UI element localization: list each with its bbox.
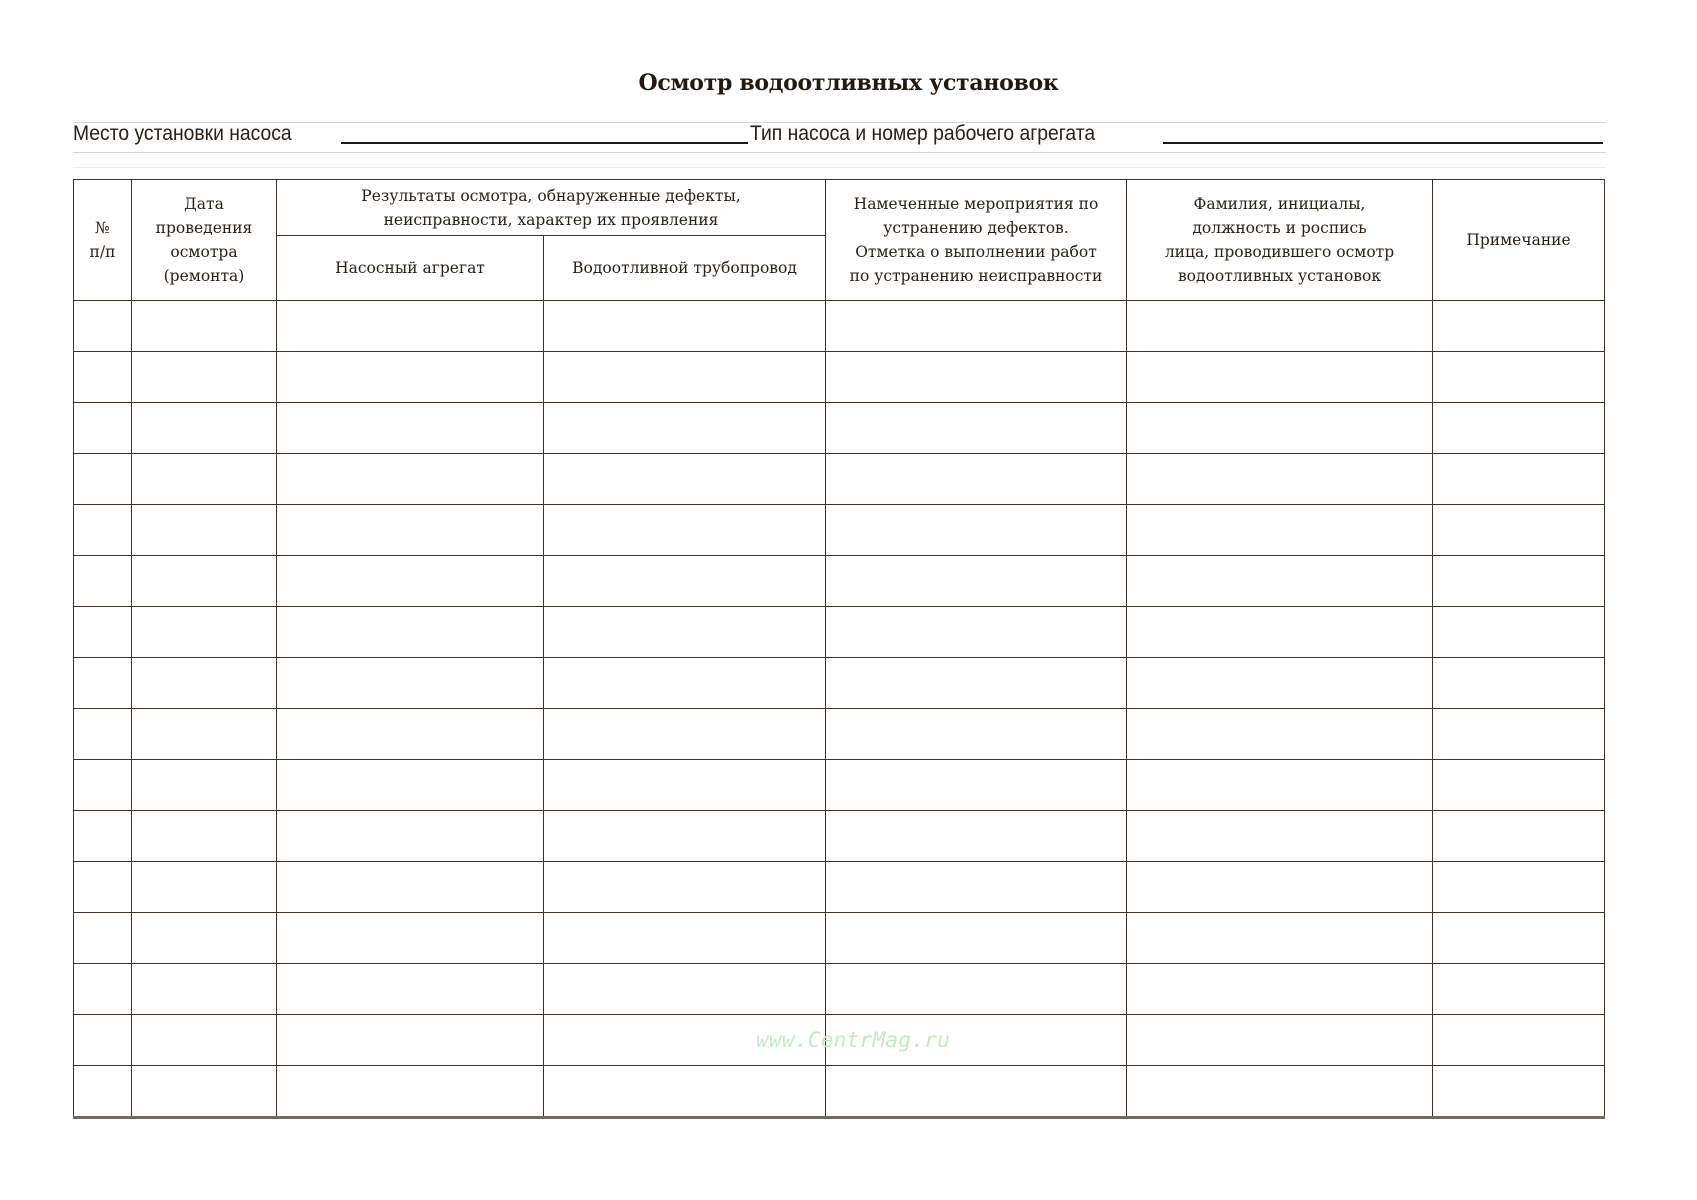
- cell-inspector[interactable]: [1127, 454, 1433, 505]
- cell-measures[interactable]: [826, 862, 1127, 913]
- cell-pipeline[interactable]: [544, 607, 826, 658]
- cell-pump-unit[interactable]: [277, 1066, 544, 1118]
- cell-inspector[interactable]: [1127, 658, 1433, 709]
- cell-measures[interactable]: [826, 301, 1127, 352]
- cell-note[interactable]: [1433, 964, 1605, 1015]
- cell-date[interactable]: [132, 1066, 277, 1118]
- cell-pump-unit[interactable]: [277, 301, 544, 352]
- cell-pipeline[interactable]: [544, 709, 826, 760]
- table-row: [74, 913, 1605, 964]
- cell-inspector[interactable]: [1127, 352, 1433, 403]
- cell-note[interactable]: [1433, 301, 1605, 352]
- cell-pipeline[interactable]: [544, 454, 826, 505]
- header-date: Дата проведения осмотра (ремонта): [132, 180, 277, 301]
- header-note: Примечание: [1433, 180, 1605, 301]
- header-number: № п/п: [74, 180, 132, 301]
- cell-note[interactable]: [1433, 913, 1605, 964]
- cell-number[interactable]: [74, 1015, 132, 1066]
- header-inspector: Фамилия, инициалы, должность и роспись лица, проводившего осмотр водоотливных установок: [1127, 180, 1433, 301]
- cell-pipeline[interactable]: [544, 760, 826, 811]
- cell-number[interactable]: [74, 403, 132, 454]
- cell-pipeline[interactable]: [544, 913, 826, 964]
- cell-inspector[interactable]: [1127, 811, 1433, 862]
- table-row: [74, 862, 1605, 913]
- cell-measures[interactable]: [826, 760, 1127, 811]
- cell-number[interactable]: [74, 556, 132, 607]
- cell-measures[interactable]: [826, 556, 1127, 607]
- cell-pump-unit[interactable]: [277, 1015, 544, 1066]
- cell-pipeline[interactable]: [544, 964, 826, 1015]
- cell-date[interactable]: [132, 913, 277, 964]
- cell-note[interactable]: [1433, 607, 1605, 658]
- cell-number[interactable]: [74, 505, 132, 556]
- cell-inspector[interactable]: [1127, 760, 1433, 811]
- cell-date[interactable]: [132, 403, 277, 454]
- cell-pump-unit[interactable]: [277, 709, 544, 760]
- cell-number[interactable]: [74, 862, 132, 913]
- cell-number[interactable]: [74, 811, 132, 862]
- cell-note[interactable]: [1433, 709, 1605, 760]
- cell-inspector[interactable]: [1127, 301, 1433, 352]
- table-row: [74, 607, 1605, 658]
- table-body: [74, 301, 1605, 1118]
- table-top-rule: [73, 167, 1606, 168]
- cell-pump-unit[interactable]: [277, 862, 544, 913]
- cell-number[interactable]: [74, 760, 132, 811]
- cell-note[interactable]: [1433, 454, 1605, 505]
- cell-inspector[interactable]: [1127, 913, 1433, 964]
- header-measures: Намеченные мероприятия по устранению дефектов. Отметка о выполнении работ по устранению неисправности: [826, 180, 1127, 301]
- table-row: [74, 352, 1605, 403]
- field-input-pump-type[interactable]: [1163, 142, 1603, 144]
- cell-number[interactable]: [74, 301, 132, 352]
- cell-pipeline[interactable]: [544, 862, 826, 913]
- cell-measures[interactable]: [826, 658, 1127, 709]
- cell-note[interactable]: [1433, 760, 1605, 811]
- cell-pump-unit[interactable]: [277, 505, 544, 556]
- cell-inspector[interactable]: [1127, 607, 1433, 658]
- cell-pump-unit[interactable]: [277, 556, 544, 607]
- header-pipeline: Водоотливной трубопровод: [544, 236, 826, 301]
- document-title: Осмотр водоотливных установок: [638, 70, 1059, 96]
- cell-date[interactable]: [132, 607, 277, 658]
- cell-pipeline[interactable]: [544, 301, 826, 352]
- table-row: [74, 301, 1605, 352]
- cell-measures[interactable]: [826, 1066, 1127, 1118]
- cell-date[interactable]: [132, 964, 277, 1015]
- table-row: [74, 1066, 1605, 1118]
- field-input-pump-location[interactable]: [341, 142, 748, 144]
- cell-measures[interactable]: [826, 352, 1127, 403]
- cell-note[interactable]: [1433, 862, 1605, 913]
- cell-measures[interactable]: [826, 913, 1127, 964]
- cell-pipeline[interactable]: [544, 1066, 826, 1118]
- cell-date[interactable]: [132, 862, 277, 913]
- cell-pipeline[interactable]: [544, 811, 826, 862]
- cell-pump-unit[interactable]: [277, 352, 544, 403]
- cell-measures[interactable]: [826, 964, 1127, 1015]
- watermark: www.CentrMag.ru: [756, 1028, 951, 1052]
- cell-date[interactable]: [132, 301, 277, 352]
- table-header-row: [74, 180, 1605, 236]
- cell-number[interactable]: [74, 658, 132, 709]
- cell-measures[interactable]: [826, 607, 1127, 658]
- cell-inspector[interactable]: [1127, 505, 1433, 556]
- cell-inspector[interactable]: [1127, 1015, 1433, 1066]
- table-row: [74, 709, 1605, 760]
- cell-date[interactable]: [132, 505, 277, 556]
- table-row: [74, 964, 1605, 1015]
- inspection-table: [73, 179, 1605, 1119]
- table-row: [74, 760, 1605, 811]
- cell-pump-unit[interactable]: [277, 403, 544, 454]
- table-row: [74, 505, 1605, 556]
- header-fields: [73, 121, 1606, 151]
- cell-inspector[interactable]: [1127, 709, 1433, 760]
- cell-number[interactable]: [74, 454, 132, 505]
- cell-note[interactable]: [1433, 556, 1605, 607]
- cell-note[interactable]: [1433, 811, 1605, 862]
- cell-date[interactable]: [132, 760, 277, 811]
- cell-number[interactable]: [74, 913, 132, 964]
- cell-date[interactable]: [132, 658, 277, 709]
- cell-date[interactable]: [132, 556, 277, 607]
- cell-note[interactable]: [1433, 1015, 1605, 1066]
- cell-measures[interactable]: [826, 709, 1127, 760]
- header-pump-unit: Насосный агрегат: [277, 236, 544, 301]
- table-row: [74, 403, 1605, 454]
- cell-measures[interactable]: [826, 403, 1127, 454]
- cell-measures[interactable]: [826, 811, 1127, 862]
- cell-pipeline[interactable]: [544, 505, 826, 556]
- cell-measures[interactable]: [826, 505, 1127, 556]
- cell-date[interactable]: [132, 352, 277, 403]
- cell-inspector[interactable]: [1127, 1066, 1433, 1118]
- table-row: [74, 556, 1605, 607]
- cell-pump-unit[interactable]: [277, 811, 544, 862]
- cell-note[interactable]: [1433, 403, 1605, 454]
- cell-number[interactable]: [74, 964, 132, 1015]
- field-label-pump-type: Тип насоса и номер рабочего агрегата: [750, 122, 1096, 145]
- cell-pump-unit[interactable]: [277, 760, 544, 811]
- cell-number[interactable]: [74, 352, 132, 403]
- header-results-group: Результаты осмотра, обнаруженные дефекты, неисправности, характер их проявления: [277, 180, 826, 236]
- cell-pump-unit[interactable]: [277, 658, 544, 709]
- cell-note[interactable]: [1433, 505, 1605, 556]
- cell-date[interactable]: [132, 1015, 277, 1066]
- cell-inspector[interactable]: [1127, 403, 1433, 454]
- cell-note[interactable]: [1433, 658, 1605, 709]
- cell-pipeline[interactable]: [544, 352, 826, 403]
- cell-inspector[interactable]: [1127, 862, 1433, 913]
- cell-pump-unit[interactable]: [277, 607, 544, 658]
- cell-pump-unit[interactable]: [277, 964, 544, 1015]
- cell-note[interactable]: [1433, 1066, 1605, 1118]
- cell-pipeline[interactable]: [544, 556, 826, 607]
- cell-pipeline[interactable]: [544, 658, 826, 709]
- cell-number[interactable]: [74, 709, 132, 760]
- cell-pipeline[interactable]: [544, 403, 826, 454]
- cell-pump-unit[interactable]: [277, 454, 544, 505]
- cell-inspector[interactable]: [1127, 964, 1433, 1015]
- bottom-rule: [73, 152, 1606, 153]
- cell-note[interactable]: [1433, 352, 1605, 403]
- table-row: [74, 658, 1605, 709]
- table-row: [74, 454, 1605, 505]
- field-label-pump-location: Место установки насоса: [73, 122, 292, 145]
- cell-pump-unit[interactable]: [277, 913, 544, 964]
- table-row: [74, 811, 1605, 862]
- cell-number[interactable]: [74, 607, 132, 658]
- cell-date[interactable]: [132, 454, 277, 505]
- cell-inspector[interactable]: [1127, 556, 1433, 607]
- cell-measures[interactable]: [826, 454, 1127, 505]
- cell-date[interactable]: [132, 811, 277, 862]
- cell-number[interactable]: [74, 1066, 132, 1118]
- cell-date[interactable]: [132, 709, 277, 760]
